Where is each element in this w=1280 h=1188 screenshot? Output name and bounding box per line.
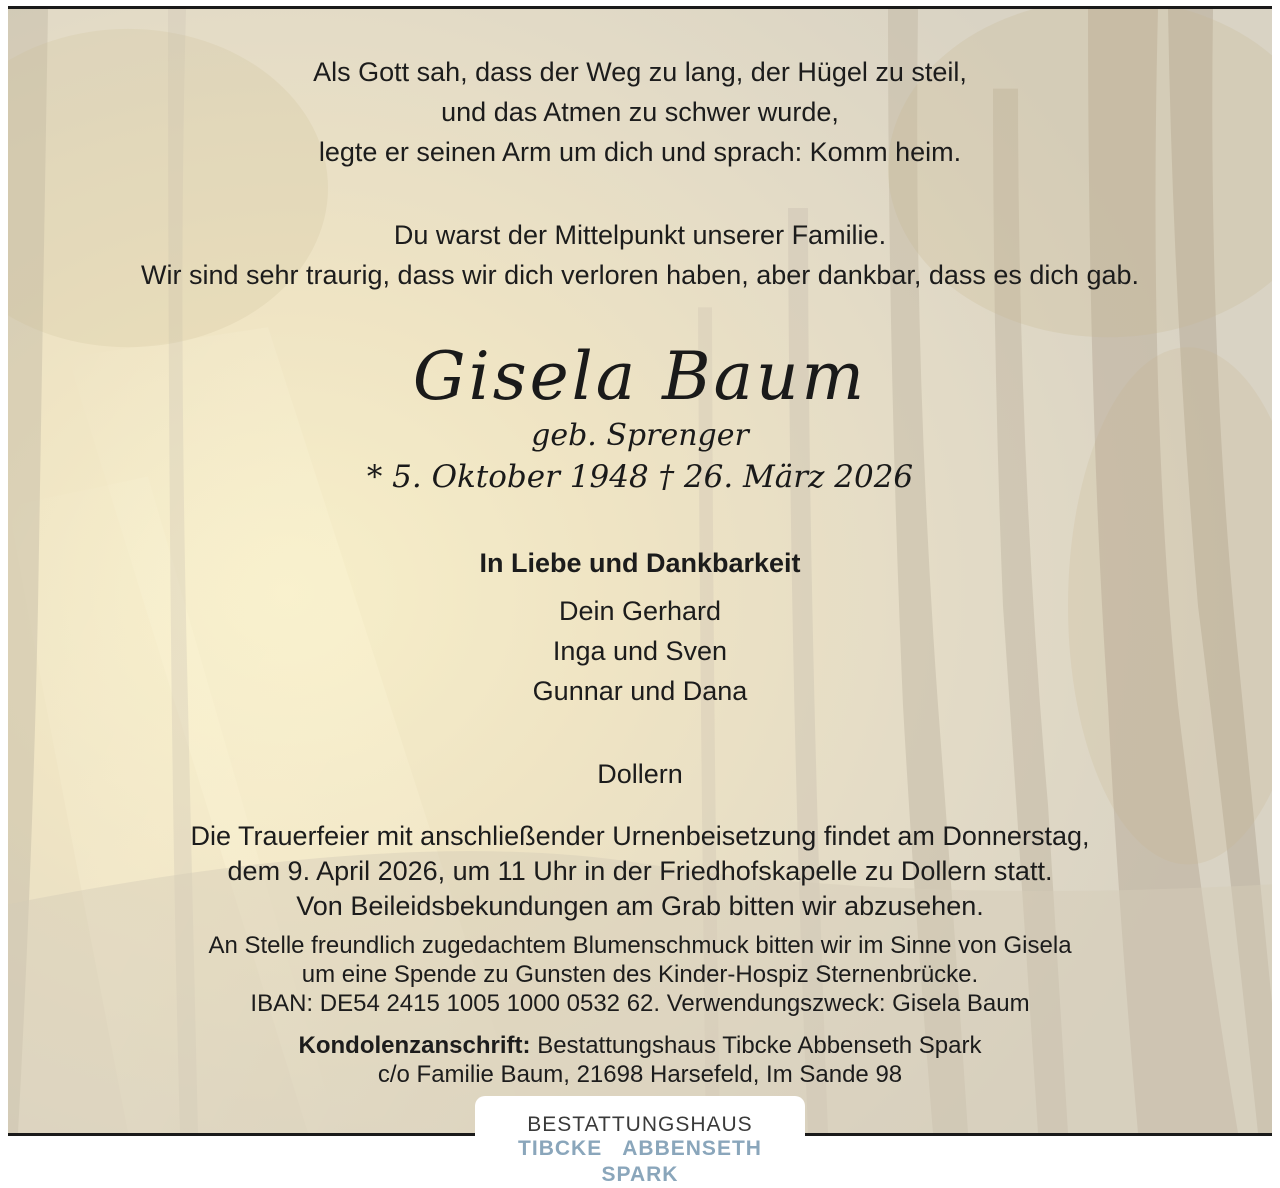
mourner-name: Inga und Sven [552,636,728,666]
mourner-name: Gunnar und Dana [532,676,748,706]
donation-line: IBAN: DE54 2415 1005 1000 0532 62. Verwendungszweck: Gisela Baum [250,990,1030,1017]
funeral-home-logo [475,1096,805,1186]
intro-line: Wir sind sehr traurig, dass wir dich verloren haben, aber dankbar, dass es dich gab. [140,260,1139,290]
donation-line: An Stelle freundlich zugedachtem Blumenschmuck bitten wir im Sinne von Gisela [208,932,1072,959]
ceremony-line: Von Beileidsbekundungen am Grab bitten wir abzusehen. [296,891,984,921]
deceased-name: Gisela Baum [412,338,868,415]
mourners-heading: In Liebe und Dankbarkeit [479,548,801,578]
logo-bottom-text: TIBCKE ABBENSETH SPARK [518,1137,762,1186]
condolence-label: Kondolenzanschrift: [298,1032,531,1059]
life-dates: * 5. Oktober 1948 † 26. März 2026 [366,459,914,495]
poem-line: legte er seinen Arm um dich und sprach: Komm heim. [318,137,962,167]
mourner-name: Dein Gerhard [558,596,722,626]
intro-line: Du warst der Mittelpunkt unserer Familie. [393,220,887,250]
obituary-card [8,6,1272,1136]
ceremony-line: dem 9. April 2026, um 11 Uhr in der Friedhofskapelle zu Dollern statt. [227,856,1053,886]
logo-top-text: BESTATTUNGSHAUS [527,1113,753,1136]
donation-line: um eine Spende zu Gunsten des Kinder-Hospiz Sternenbrücke. [301,961,979,988]
maiden-name: geb. Sprenger [531,418,749,453]
condolence-line1: Bestattungshaus Tibcke Abbenseth Spark [537,1032,982,1059]
location: Dollern [597,759,683,789]
ceremony-line: Die Trauerfeier mit anschließender Urnenbeisetzung findet am Donnerstag, [190,821,1090,851]
poem-line: Als Gott sah, dass der Weg zu lang, der Hügel zu steil, [313,57,967,87]
condolence-address [8,1031,1272,1060]
condolence-line2: c/o Familie Baum, 21698 Harsefeld, Im Sande 98 [377,1061,903,1088]
poem-line: und das Atmen zu schwer wurde, [441,97,839,127]
